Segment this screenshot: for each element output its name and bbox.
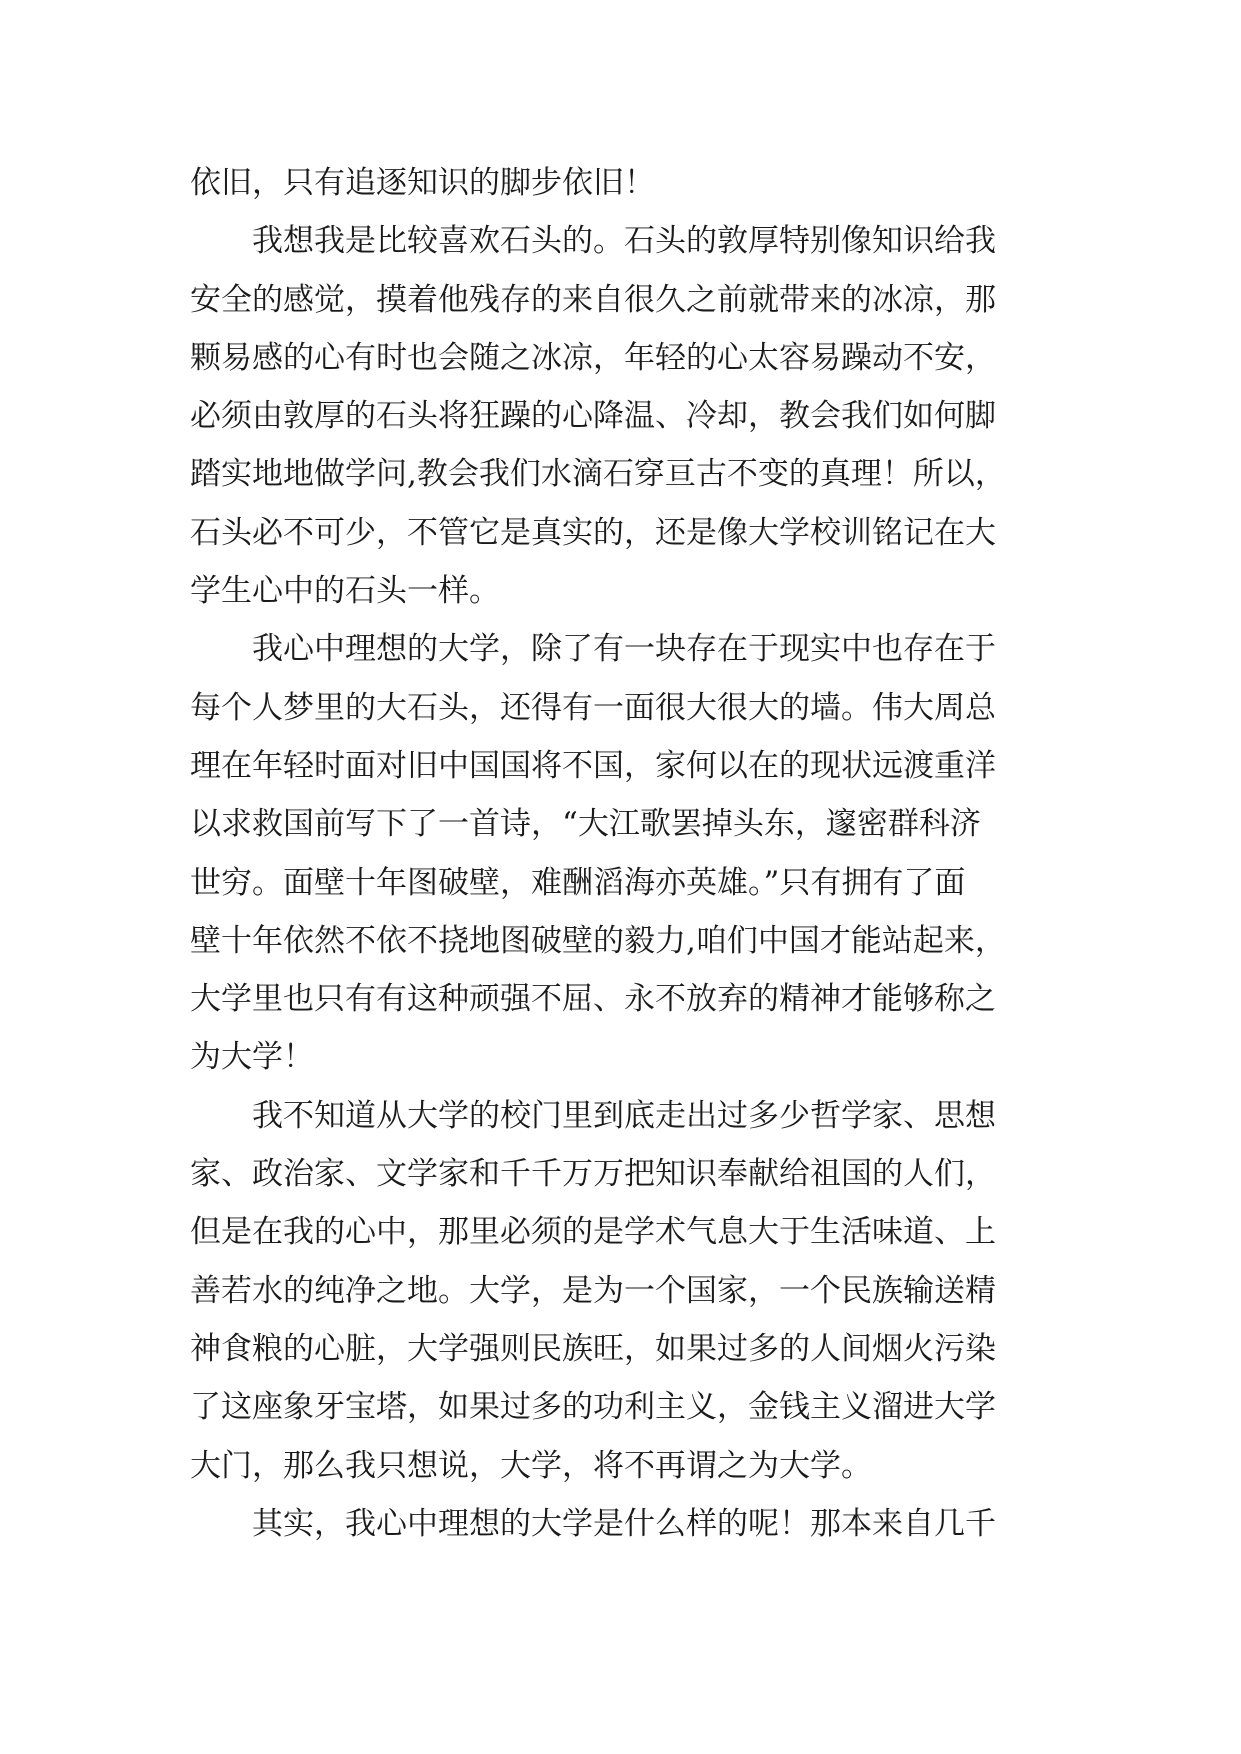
text-line: 善若水的纯净之地。大学，是为一个国家，一个民族输送精 xyxy=(190,1272,996,1309)
text-line: 理在年轻时面对旧中国国将不国，家何以在的现状远渡重洋 xyxy=(190,747,996,784)
text-line: 壁十年依然不依不挠地图破壁的毅力,咱们中国才能站起来， xyxy=(190,922,1006,959)
text-line: 以求救国前写下了一首诗，“大江歌罢掉头东，邃密群科济 xyxy=(190,806,981,843)
text-line: 学生心中的石头一样。 xyxy=(190,573,500,610)
text-line: 其实，我心中理想的大学是什么样的呢！那本来自几千 xyxy=(190,1505,996,1542)
text-line: 颗易感的心有时也会随之冰凉，年轻的心太容易躁动不安， xyxy=(190,339,996,376)
document-body xyxy=(190,154,1050,1553)
paragraph-continuation xyxy=(190,154,1050,212)
paragraph-university-gate xyxy=(190,1087,1050,1495)
text-line: 神食粮的心脏，大学强则民族旺，如果过多的人间烟火污染 xyxy=(190,1330,996,1367)
text-line: 必须由敦厚的石头将狂躁的心降温、冷却，教会我们如何脚 xyxy=(190,398,996,435)
text-line: 依旧，只有追逐知识的脚步依旧！ xyxy=(190,165,655,201)
text-line: 但是在我的心中，那里必须的是学术气息大于生活味道、上 xyxy=(190,1214,996,1251)
text-line: 世穷。面壁十年图破壁，难酬滔海亦英雄。”只有拥有了面 xyxy=(190,864,966,901)
paragraph-wall xyxy=(190,620,1050,1086)
text-line: 我不知道从大学的校门里到底走出过多少哲学家、思想 xyxy=(190,1097,996,1134)
text-line: 踏实地地做学问,教会我们水滴石穿亘古不变的真理！所以， xyxy=(190,456,1006,493)
text-line: 大学里也只有有这种顽强不屈、永不放弃的精神才能够称之 xyxy=(190,981,996,1018)
text-line: 家、政治家、文学家和千千万万把知识奉献给祖国的人们， xyxy=(190,1156,996,1193)
text-line: 了这座象牙宝塔，如果过多的功利主义，金钱主义溜进大学 xyxy=(190,1389,996,1426)
text-line: 安全的感觉，摸着他残存的来自很久之前就带来的冰凉，那 xyxy=(190,281,996,318)
paragraph-stone xyxy=(190,212,1050,620)
paragraph-ideal xyxy=(190,1495,1050,1553)
text-line: 每个人梦里的大石头，还得有一面很大很大的墙。伟大周总 xyxy=(190,689,996,726)
text-line: 为大学！ xyxy=(190,1039,314,1076)
text-line: 我心中理想的大学，除了有一块存在于现实中也存在于 xyxy=(190,631,996,668)
text-line: 我想我是比较喜欢石头的。石头的敦厚特别像知识给我 xyxy=(190,223,996,260)
text-line: 石头必不可少，不管它是真实的，还是像大学校训铭记在大 xyxy=(190,514,996,551)
text-line: 大门，那么我只想说，大学，将不再谓之为大学。 xyxy=(190,1447,872,1484)
